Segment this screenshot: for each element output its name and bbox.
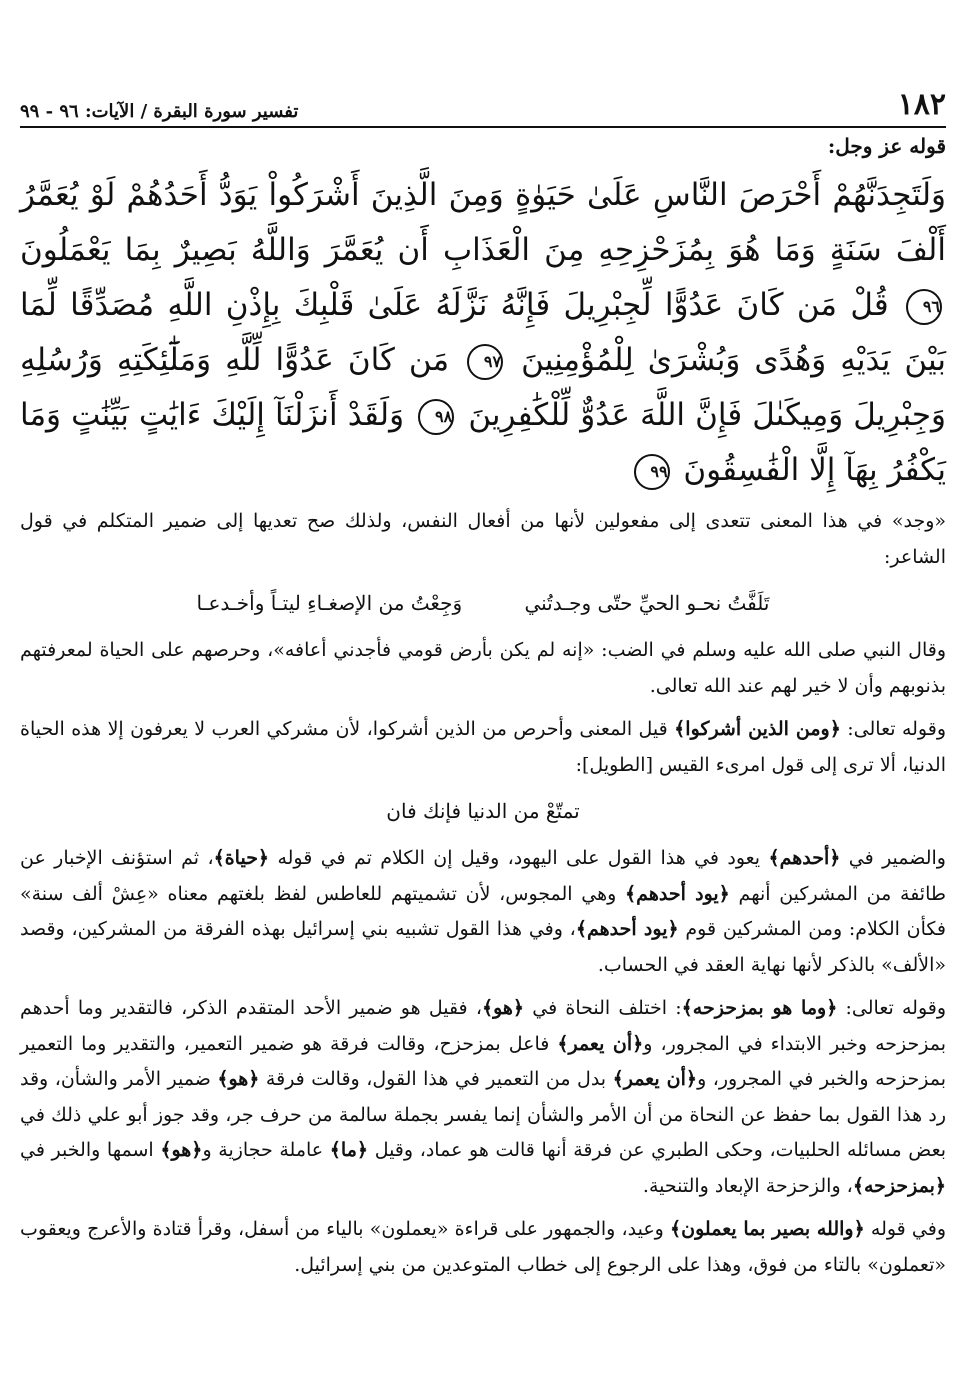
quran-quote: ﴿هو﴾ xyxy=(160,1139,203,1161)
text-run: وقوله تعالى: xyxy=(845,997,947,1019)
commentary-paragraph: وقال النبي صلى الله عليه وسلم في الضب: «إنه لم يكن بأرض قومي فأجدني أعافه»، وحرصهم على الحياة لمعرفتهم بذنوبهم وأن لا خير لهم عند الله تعالى. xyxy=(20,639,946,697)
page-body xyxy=(20,130,946,1291)
text-run: اسمها والخبر في xyxy=(20,1139,154,1161)
ayah-number-marker: ٩٩ xyxy=(634,454,670,490)
quran-quote: ﴿أن يعمر﴾ xyxy=(612,1068,698,1090)
commentary-paragraph xyxy=(20,712,946,783)
poetry-verse xyxy=(20,791,946,831)
commentary-paragraph xyxy=(20,1212,946,1283)
text-run: وهي المجوس، لأن تشميتهم للعاطس لفظ بلغتهم معناه «عِشْ ألف سنة» فكأن الكلام: ومن المشركين قوم xyxy=(20,882,947,940)
text-run: قيل المعنى وأحرص من الذين أشركوا، لأن مشركي العرب لا يعرفون إلا هذه الحياة الدنيا، ألا ترى إلى قول امرىء القيس [الطويل]: xyxy=(20,718,946,776)
text-run: ضمير الأمر والشأن، وقد رد هذا القول بما حفظ عن النحاة من أن الأمر والشأن إنما يفسر بجملة سالمة من حرف جر، وقد جوز أبو علي ذلك في بعض مسائله الحلبيات، وحكى الطبري عن فرقة أنها قالت هو عماد، وقيل xyxy=(20,1068,947,1161)
quran-quote: ﴿أن يعمر﴾ xyxy=(557,1032,644,1055)
quran-quote: ﴿حياة﴾ xyxy=(213,847,270,869)
quran-verses xyxy=(20,168,946,498)
quran-quote: ﴿بمزحزحه﴾ xyxy=(852,1174,946,1197)
running-title: تفسير سورة البقرة / الآيات: ٩٦ - ٩٩ xyxy=(20,101,299,122)
quran-quote: ﴿وما هو بمزحزحه﴾ xyxy=(681,997,838,1019)
quran-quote: ﴿أحدهم﴾ xyxy=(768,847,841,869)
poetry-hemistich: تَلَفَّتُ نحـو الحيِّ حتّى وجـدتُني xyxy=(524,591,770,615)
poetry-verse xyxy=(20,583,946,623)
text-run: ، وفي هذا القول تشبيه بني إسرائيل بهذه الفرقة من المشركين، وقصد «الألف» بالذكر لأنها نهاية العقد في الحساب. xyxy=(20,918,946,976)
quran-verse-97: قُلْ مَن كَانَ عَدُوًّا لِّجِبْرِيلَ فَإِنَّهُ نَزَّلَهُ عَلَىٰ قَلْبِكَ بِإِذْنِ اللَّهِ مُصَدِّقًا لِّمَا بَيْنَ يَدَيْهِ وَهُدًى وَبُشْرَىٰ لِلْمُؤْمِنِينَ xyxy=(20,287,946,378)
quran-quote: ﴿يود أحدهم﴾ xyxy=(625,882,730,905)
poetry-hemistich: تمتّعْ من الدنيا فإنك فان xyxy=(386,799,580,823)
text-run: وقوله تعالى: xyxy=(847,718,946,740)
text-run: ، والزحزحة الإبعاد والتنحية. xyxy=(642,1174,853,1197)
quran-quote: ﴿والله بصير بما يعملون﴾ xyxy=(670,1218,865,1240)
text-run: ، فقيل هو ضمير الأحد المتقدم الذكر، فالتقدير وما أحدهم بمزحزحه وخبر الابتداء في المجرور، و xyxy=(20,997,946,1055)
ayah-number-marker: ٩٨ xyxy=(418,399,454,435)
quran-verse-98: مَن كَانَ عَدُوًّا لِّلَّهِ وَمَلَٰٓئِكَتِهِ وَرُسُلِهِ وَجِبْرِيلَ وَمِيكَىٰلَ فَإِنَّ اللَّهَ عَدُوٌّ لِّلْكَٰفِرِينَ xyxy=(20,342,946,433)
page-header xyxy=(20,82,946,128)
text-run: والضمير في xyxy=(848,847,946,869)
text-run: بدل من التعمير في هذا القول، وقالت فرقة xyxy=(265,1068,607,1090)
commentary-paragraph xyxy=(20,841,946,983)
quran-verse-99: وَلَقَدْ أَنزَلْنَآ إِلَيْكَ ءَايَٰتٍ بَيِّنَٰتٍ وَمَا يَكْفُرُ بِهَآ إِلَّا الْفَٰسِقُونَ xyxy=(20,397,946,488)
poetry-hemistich: وَجِعْتُ من الإصغـاءِ ليتـاً وأخـدعـا xyxy=(196,591,463,615)
intro-heading: قوله عز وجل: xyxy=(827,134,946,158)
text-run: عاملة حجازية و xyxy=(202,1139,324,1161)
text-run: وعيد، والجمهور على قراءة «يعملون» بالياء من أسفل، وقرأ قتادة والأعرج ويعقوب «تعملون» بالتاء من فوق، وهذا على الرجوع إلى خطاب المتوعدين من بني إسرائيل. xyxy=(20,1218,946,1276)
text-run: : اختلف النحاة في xyxy=(532,997,682,1019)
commentary-paragraph: «وجد» في هذا المعنى تتعدى إلى مفعولين لأنها من أفعال النفس، ولذلك صح تعديها إلى ضمير المتكلم في قول الشاعر: xyxy=(20,510,946,568)
quran-quote: ﴿هو﴾ xyxy=(217,1068,260,1090)
text-run: فاعل بمزحزح، وقالت فرقة هو ضمير التعمير، والتقدير وما التعمير بمزحزحه والخبر في المجرور، و xyxy=(20,1032,946,1090)
page-number: ١٨٢ xyxy=(897,87,946,122)
text-run: ، ثم استؤنف الإخبار عن طائفة من المشركين أنهم xyxy=(20,847,946,905)
quran-quote: ﴿هو﴾ xyxy=(481,997,525,1019)
quran-verse-96: وَلَتَجِدَنَّهُمْ أَحْرَصَ النَّاسِ عَلَىٰ حَيَوٰةٍ وَمِنَ الَّذِينَ أَشْرَكُواْ يَوَدُّ أَحَدُهُمْ لَوْ يُعَمَّرُ أَلْفَ سَنَةٍ وَمَا هُوَ بِمُزَحْزِحِهِ مِنَ الْعَذَابِ أَن يُعَمَّرَ وَاللَّهُ بَصِيرٌ بِمَا يَعْمَلُونَ xyxy=(20,177,946,268)
text-run: يعود في هذا القول على اليهود، وقيل إن الكلام تم في قوله xyxy=(277,847,761,869)
quran-quote: ﴿ومن الذين أشركوا﴾ xyxy=(674,718,841,740)
quran-quote: ﴿ما﴾ xyxy=(329,1139,369,1161)
ayah-number-marker: ٩٧ xyxy=(467,344,503,380)
ayah-number-marker: ٩٦ xyxy=(906,289,942,325)
quran-quote: ﴿يود أحدهم﴾ xyxy=(575,918,679,940)
text-run: وفي قوله xyxy=(870,1218,947,1240)
commentary-paragraph xyxy=(20,991,946,1204)
